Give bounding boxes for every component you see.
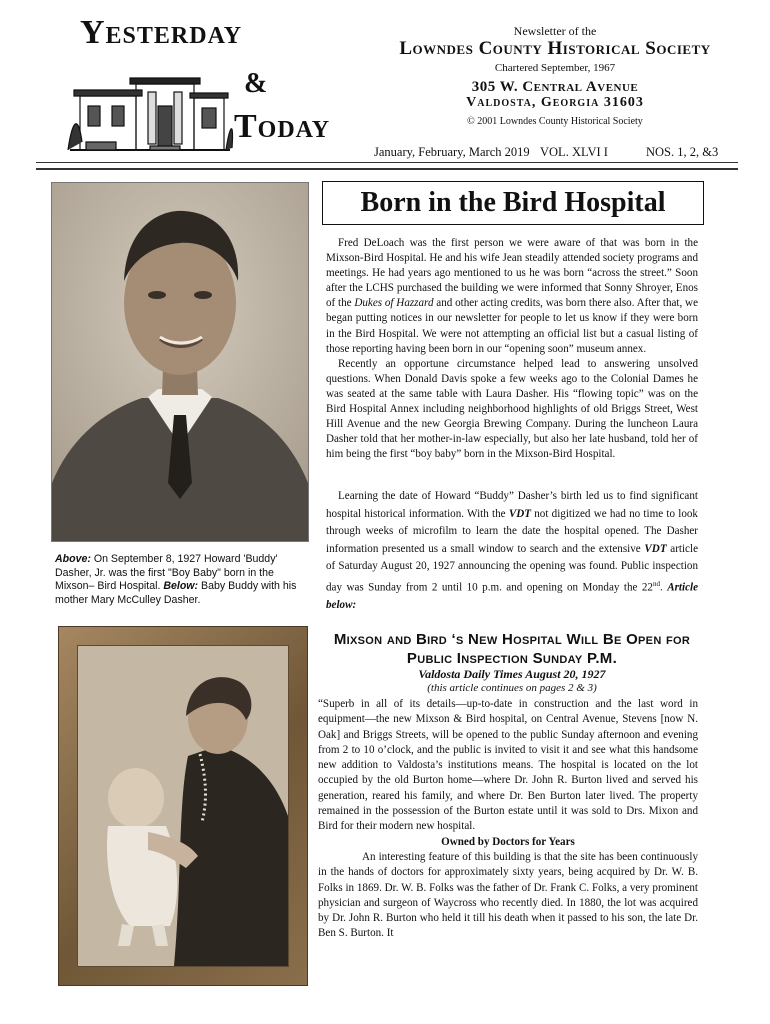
caption-above-label: Above: [55,553,91,565]
p3-vdt-1: VDT [508,507,531,520]
society-address: 305 W. Central Avenue [471,79,639,95]
masthead-yesterday: Yesterday [80,14,243,51]
p1-show-title: Dukes of Hazzard [354,297,434,310]
p3-text-c: article of Saturday August 20, 1927 announcing the opening was found. Public inspection day was Sunday from 2 until 10 p.m. and opening on Monday the 22 [326,542,698,594]
newsletter-of-label: Newsletter of the [513,24,597,38]
p1-text-b: and other acting credits, was born there also. After that, we began putting notices in our newsletter for people to let us know if they were born in the Bird Hospital. We were not attempting an official list but a casual listing of those reporting having been born in our “opening soon” museum annex. [326,297,698,355]
p3-text-d: . [659,581,668,594]
issue-date: January, February, March 2019 [374,145,530,159]
article-paragraph-2: Recently an opportune circumstance helped lead to answering unsolved questions. When Donald Davis spoke a few weeks ago to the Colonial Dames he was seated at the same table with Laura Dasher. His “flowing topic” was on the Bird Hospital Annex including neighborhood highlights of old Briggs Street, West Hill Avenue and the new Georgia Brewing Company. During the luncheon Laura Dasher told that her mother-in-law especially, but also her late husband, told her of him being the first “boy baby” born in the Mixson-Bird Hospital. [326,357,698,461]
caption-below-label: Below: [163,580,199,592]
article-body-part-2 [326,488,698,615]
p1-text-a: Fred DeLoach was the first person we were aware of that was born in the Mixson-Bird Hospital. He and his wife Jean steadily attended society programs and meetings. He had years ago mentioned to us he was born “across the street.” Soon after the LCHS purchased the building we were informed that Sonny Shroyer, Enos of the [326,237,698,310]
copyright-notice: © 2001 Lowndes County Historical Society [467,116,643,127]
issue-numbers: NOS. 1, 2, &3 [646,145,719,159]
reprint-body [318,697,698,942]
article-title: Born in the Bird Hospital [360,187,666,218]
article-paragraph-1 [326,236,698,357]
article-title-box [322,181,704,225]
issue-volume: VOL. XLVI I [540,145,608,159]
society-city: Valdosta, Georgia 31603 [466,95,644,110]
masthead-today: Today [234,108,331,145]
chartered-date: Chartered September, 1967 [494,62,616,74]
portrait-photo-howard-dasher [51,182,309,542]
reprint-headline: Mixson and Bird ‘s New Hospital Will Be Open for Public Inspection Sunday P.M. [333,631,691,667]
reprint-paragraph-1: “Superb in all of its details—up-to-date in construction and the last word in equipment—the new Mixson & Bird hospital, on Central Avenue, Stevens [now N. Oak] and Briggs Streets, will be opened to the public Sunday afternoon and evening from 2 to 10 o’clock, and the public is invited to visit it and see what this handsome new addition to Valdosta’s institutions means. The hospital is located on the lot occupied by the old Burton home—where Dr. John R. Burton lived and served his generation, reared his family, and where Dr. Ben Burton later lived. The property remained in the possession of the Burton estate until it was sold to Drs. Mixon and Bird for their modern new hospital. [318,698,698,833]
article-paragraph-3 [326,488,698,615]
header-rule-thin [36,162,738,163]
p3-text-a: Learning the date of Howard “Buddy” Dasher’s birth led us to find significant hospital historical information. With the [326,490,698,520]
reprint-subhead: Owned by Doctors for Years [441,835,575,848]
reprint-continues-note: (this article continues on pages 2 & 3) [427,682,597,694]
society-name: Lowndes County Historical Society [399,38,711,59]
photo-caption [55,553,307,607]
header-rule-thick [36,168,738,170]
reprint-paragraph-2: An interesting feature of this building is that the site has been continuously in the hands of doctors for approximately sixty years, being acquired by Dr. W. B. Folks in 1869. Dr. W. B. Folks was the father of Dr. Frank C. Folks, a very prominent physician and surgeon of Waycross who recently died. In 1880, the lot was acquired by Dr. John R. Burton who held it till his death when it passed to his son, the late Dr. Ben S. Burton. It [318,850,698,940]
mother-baby-photo [77,645,289,967]
p3-superscript: nd [652,579,660,588]
masthead-ampersand: & [244,68,269,99]
caption-below-text: Baby Buddy with his mother Mary McCulley Dasher. [55,580,297,606]
mother-baby-photo-frame [58,626,308,986]
reprint-dateline: Valdosta Daily Times August 20, 1927 [418,667,606,681]
article-body-part-1 [326,236,698,462]
caption-above-text: On September 8, 1927 Howard 'Buddy' Dasher, Jr. was the first "Boy Baby" born in the Mixson– Bird Hospital. [55,553,278,592]
p3-vdt-2: VDT [644,542,667,555]
p3-article-below: Article below: [326,581,698,612]
p3-text-b: not digitized we had no time to look through weeks of microfilm to learn the date the hospital opened. The Dasher information presented us a small window to search and the extensive [326,507,698,555]
building-illustration [66,62,234,154]
